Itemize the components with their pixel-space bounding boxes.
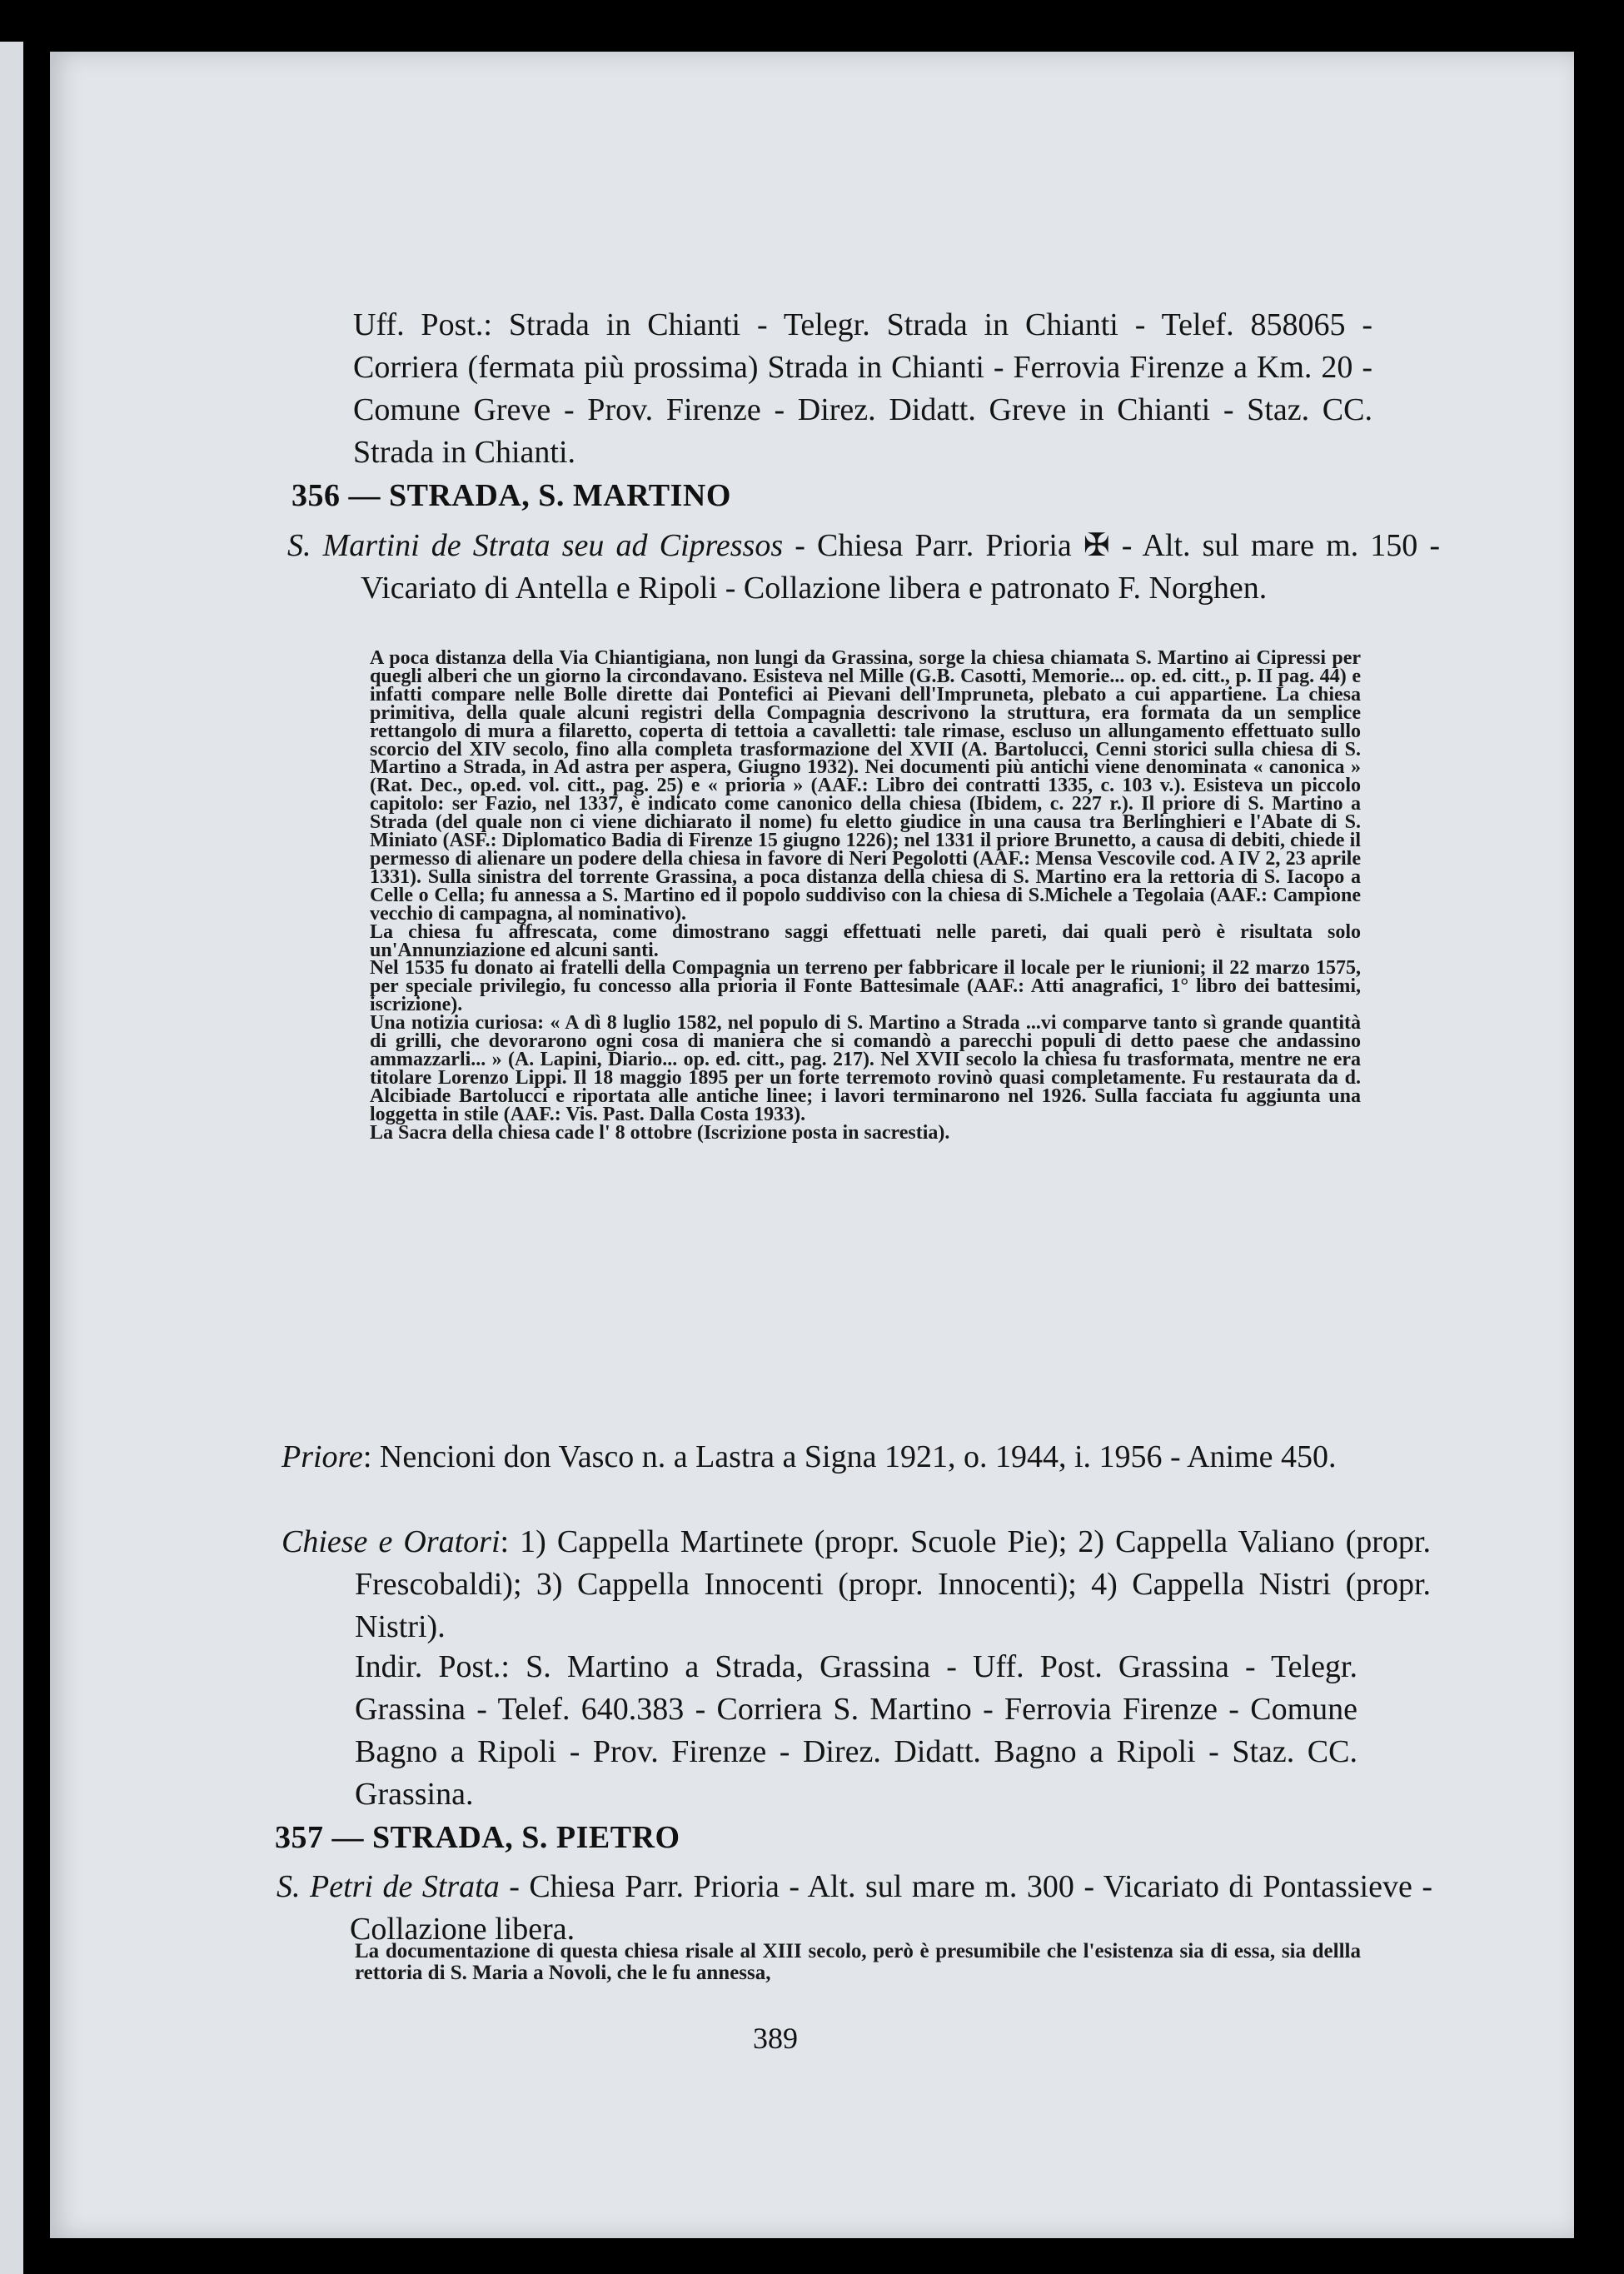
entry-356-heading-text: 356 — STRADA, S. MARTINO [291,478,731,513]
history-paragraph-3: Nel 1535 fu donato ai fratelli della Compagnia un terreno per fabbricare il locale per le riunioni; il 22 marzo 1575, per speciale privilegio, fu concesso alla prioria il Fonte Battesimale (AAF.: Atti anagrafici, 1° libro dei battesimi, iscrizione). [370,957,1361,1016]
priore-text: : Nencioni don Vasco n. a Lastra a Signa 1921, o. 1944, i. 1956 - Anime 450. [362,1439,1337,1474]
maltese-cross-icon: ✠ [1083,528,1110,563]
entry-357-details: - Chiesa Parr. Prioria - Alt. sul mare m. 300 - Vicariato di Pontassieve - Collazione libera. [350,1869,1432,1947]
indirizzo-text: Indir. Post.: S. Martino a Strada, Grassina - Uff. Post. Grassina - Telegr. Grassina - Telef. 640.383 - Corriera S. Martino - Ferrovia Firenze - Comune Bagno a Ripoli - Prov. Firenze - Direz. Didatt. Bagno a Ripoli - Staz. CC. Grassina. [355,1649,1357,1812]
page-number-text: 389 [753,2022,798,2055]
entry-357-latin-name: S. Petri de Strata [276,1869,500,1904]
entry-356-details-b: - Alt. sul mare m. 150 - Vicariato di Antella e Ripoli - Collazione libera e patronato F. Norghen. [361,528,1440,606]
history-paragraph-2: La chiesa fu affrescata, come dimostrano saggi effettuati nelle pareti, dai quali però è risultata solo un'Annunziazione ed alcuni santi. [370,920,1361,961]
entry-356-indirizzo [355,1646,1357,1816]
entry-356-latin-name: S. Martini de Strata seu ad Cipressos [287,528,784,563]
entry-357-heading-text: 357 — STRADA, S. PIETRO [275,1820,680,1855]
entry-357-history [355,1941,1361,1984]
chiese-label: Chiese e Oratori [281,1524,501,1559]
intro-paragraph [353,304,1372,474]
previous-page-edge [0,42,23,2274]
entry-357-heading [275,1819,680,1856]
history-paragraph-4: Una notizia curiosa: « A dì 8 luglio 1582, nel populo di S. Martino a Strada ...vi comparve tanto sì grande quantità di grilli, che devorarono ogni cosa di maniera che si comandò a parecchi populi di detto paese che andassino ammazzarli... » (A. Lapini, Diario... op. ed. citt., pag. 217). Nel XVII secolo la chiesa fu trasformata, mentre ne era titolare Lorenzo Lippi. Il 18 maggio 1895 per un forte terremoto rovinò quasi completamente. Fu restaurata da d. Alcibiade Bartolucci e riportata alle antiche linee; i lavori terminarono nel 1926. Sulla facciata fu aggiunta una loggetta in stile (AAF.: Vis. Past. Dalla Costa 1933). [370,1012,1361,1125]
entry-357-history-text: La documentazione di questa chiesa risale al XIII secolo, però è presumibile che l'esistenza sia di essa, sia dellla rettoria di S. Maria a Novoli, che le fu annessa, [355,1940,1361,1984]
intro-text: Uff. Post.: Strada in Chianti - Telegr. Strada in Chianti - Telef. 858065 - Corriera (fermata più prossima) Strada in Chianti - Ferrovia Firenze a Km. 20 - Comune Greve - Prov. Firenze - Direz. Didatt. Greve in Chianti - Staz. CC. Strada in Chianti. [353,307,1372,470]
book-page [50,52,1574,2238]
priore-label: Priore [281,1439,363,1474]
entry-357-summary [276,1866,1432,1951]
entry-356-priore [281,1436,1431,1479]
entry-356-heading [291,477,731,514]
page-number [753,2021,798,2056]
history-paragraph-1: A poca distanza della Via Chiantigiana, non lungi da Grassina, sorge la chiesa chiamata S. Martino ai Cipressi per quegli alberi che un giorno la circondavano. Esisteva nel Mille (G.B. Casotti, Memorie... op. ed. citt., p. II pag. 44) e infatti compare nelle Bolle dirette dai Pontefici ai Pievani dell'Impruneta, plebato a cui appartiene. La chiesa primitiva, della quale alcuni registri della Compagnia descrivono la struttura, era formata da un semplice rettangolo di mura a filaretto, coperta di tettoia a cavalletti: tale rimase, escluso un allungamento effettuato sullo scorcio del XIV secolo, fino alla completa trasformazione del XVII (A. Bartolucci, Cenni storici sulla chiesa di S. Martino a Strada, in Ad astra per aspera, Giugno 1932). Nei documenti più antichi viene denominata « canonica » (Rat. Dec., op.ed. vol. citt., pag. 25) e « prioria » (AAF.: Libro dei contratti 1335, c. 103 v.). Esisteva un piccolo capitolo: ser Fazio, nel 1337, è indicato come canonico della chiesa (Ibidem, c. 227 r.). Il priore di S. Martino a Strada (del quale non ci viene dichiarato il nome) fu eletto giudice in una causa tra Berlinghieri e l'Abate di S. Miniato (ASF.: Diplomatico Badia di Firenze 15 giugno 1226); nel 1331 il priore Brunetto, a causa di debiti, chiede il permesso di alienare un podere della chiesa in favore di Neri Pegolotti (AAF.: Mensa Vescovile cod. A IV 2, 23 aprile 1331). Sulla sinistra del torrente Grassina, a poca distanza della chiesa di S. Martino era la rettoria di S. Iacopo a Celle o Cella; fu annessa a S. Martino ed il popolo suddiviso con la chiesa di S.Michele a Tegolaia (AAF.: Campione vecchio di campagna, al nominativo). [370,647,1361,925]
chiese-text: : 1) Cappella Martinete (propr. Scuole Pie); 2) Cappella Valiano (propr. Frescobaldi); 3) Cappella Innocenti (propr. Innocenti); 4) Cappella Nistri (propr. Nistri). [355,1524,1431,1644]
entry-356-chiese [281,1521,1431,1648]
entry-356-details-a: - Chiesa Parr. Prioria [783,528,1083,563]
history-paragraph-5: La Sacra della chiesa cade l' 8 ottobre (Iscrizione posta in sacrestia). [370,1121,950,1144]
entry-356-summary [287,525,1440,610]
entry-356-history [370,647,1361,1144]
